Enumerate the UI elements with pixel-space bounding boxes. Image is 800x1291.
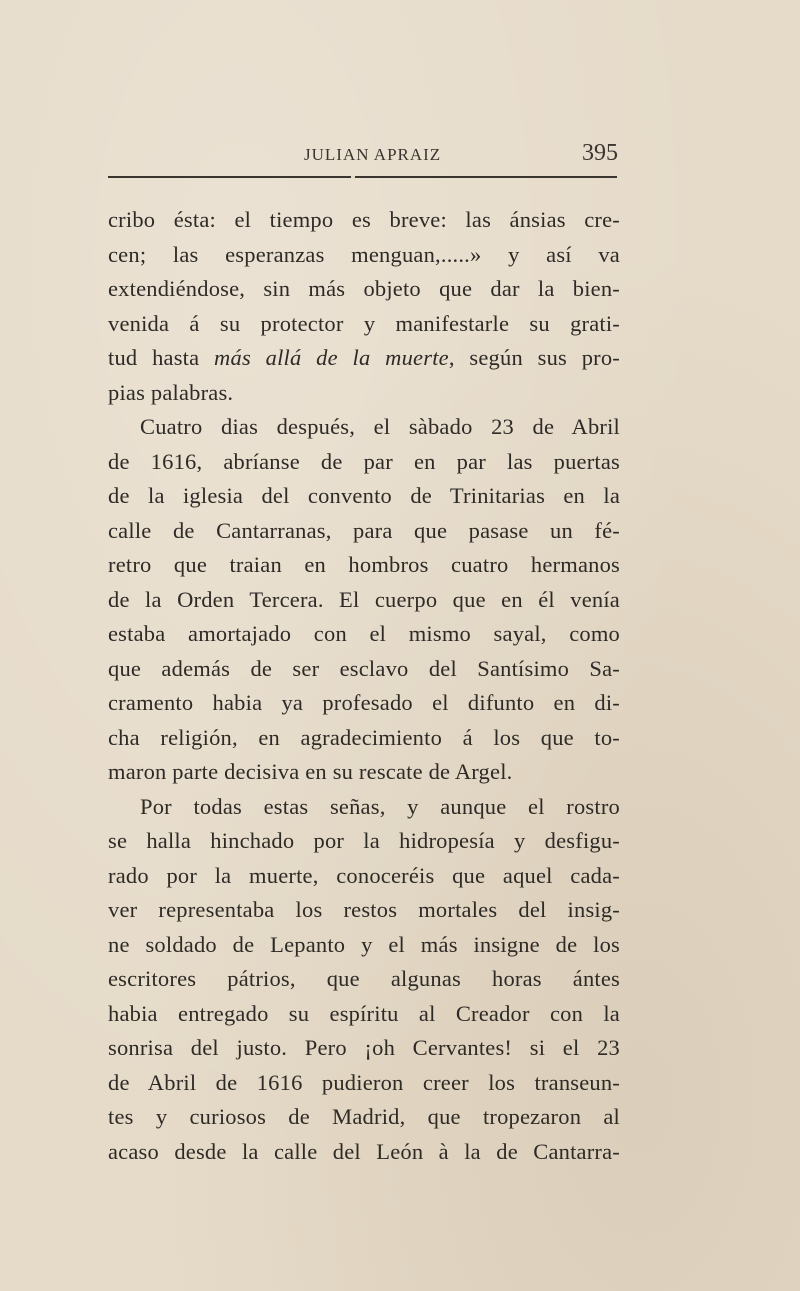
text-line [108, 341, 620, 376]
text-line: que además de ser esclavo del Santísimo Sa- [108, 655, 620, 681]
text-line: escritores pátrios, que algunas horas ántes [108, 966, 620, 991]
text-line: maron parte decisiva en su rescate de Argel. [108, 759, 513, 784]
text-line: cribo ésta: el tiempo es breve: las ánsias cre- [108, 207, 620, 232]
text-line: de la Orden Tercera. El cuerpo que en él venía [108, 586, 620, 612]
text-line: extendiéndose, sin más objeto que dar la bien- [108, 276, 620, 301]
text-line: Por todas estas señas, y aunque el rostro [140, 793, 620, 819]
running-head-author: JULIAN APRAIZ [304, 145, 442, 164]
text-line: de la iglesia del convento de Trinitarias en la [108, 483, 620, 508]
text-line: pias palabras. [108, 379, 234, 405]
text-line: Cuatro dias después, el sàbado 23 de Abril [140, 414, 620, 439]
header-rule-gap [351, 175, 355, 179]
text-line: cen; las esperanzas menguan,.....» y así va [108, 241, 620, 267]
text-line: venida á su protector y manifestarle su grati- [108, 310, 620, 336]
text-line: rado por la muerte, conoceréis que aquel cada- [108, 862, 620, 888]
text-line: retro que traian en hombros cuatro hermanos [108, 552, 620, 577]
text-line: habia entregado su espíritu al Creador con la [108, 1000, 620, 1026]
text-segment: tud hasta [108, 345, 215, 370]
text-line: cha religión, en agradecimiento á los que to- [108, 724, 620, 750]
text-line: estaba amortajado con el mismo sayal, como [108, 621, 620, 646]
header-rule [108, 176, 617, 178]
text-line: cramento habia ya profesado el difunto en di- [108, 690, 620, 715]
text-line: ne soldado de Lepanto y el más insigne de los [108, 931, 620, 957]
text-line: sonrisa del justo. Pero ¡oh Cervantes! si el 23 [108, 1035, 620, 1060]
text-line: ver representaba los restos mortales del insig- [108, 897, 620, 922]
text-line: se halla hinchado por la hidropesía y desfigu- [108, 828, 620, 853]
body-text [108, 203, 620, 1169]
text-line: de 1616, abríanse de par en par las puertas [108, 448, 620, 474]
text-line: de Abril de 1616 pudieron creer los transeun- [108, 1069, 620, 1095]
text-line: calle de Cantarranas, para que pasase un fé- [108, 517, 620, 543]
text-line: acaso desde la calle del León à la de Cantarra- [108, 1138, 620, 1164]
page-number: 395 [582, 140, 618, 166]
running-head [107, 140, 618, 169]
text-segment: , según sus pro- [448, 345, 620, 370]
italic-phrase: más allá de la muerte [214, 345, 449, 370]
text-line: tes y curiosos de Madrid, que tropezaron al [108, 1104, 620, 1129]
